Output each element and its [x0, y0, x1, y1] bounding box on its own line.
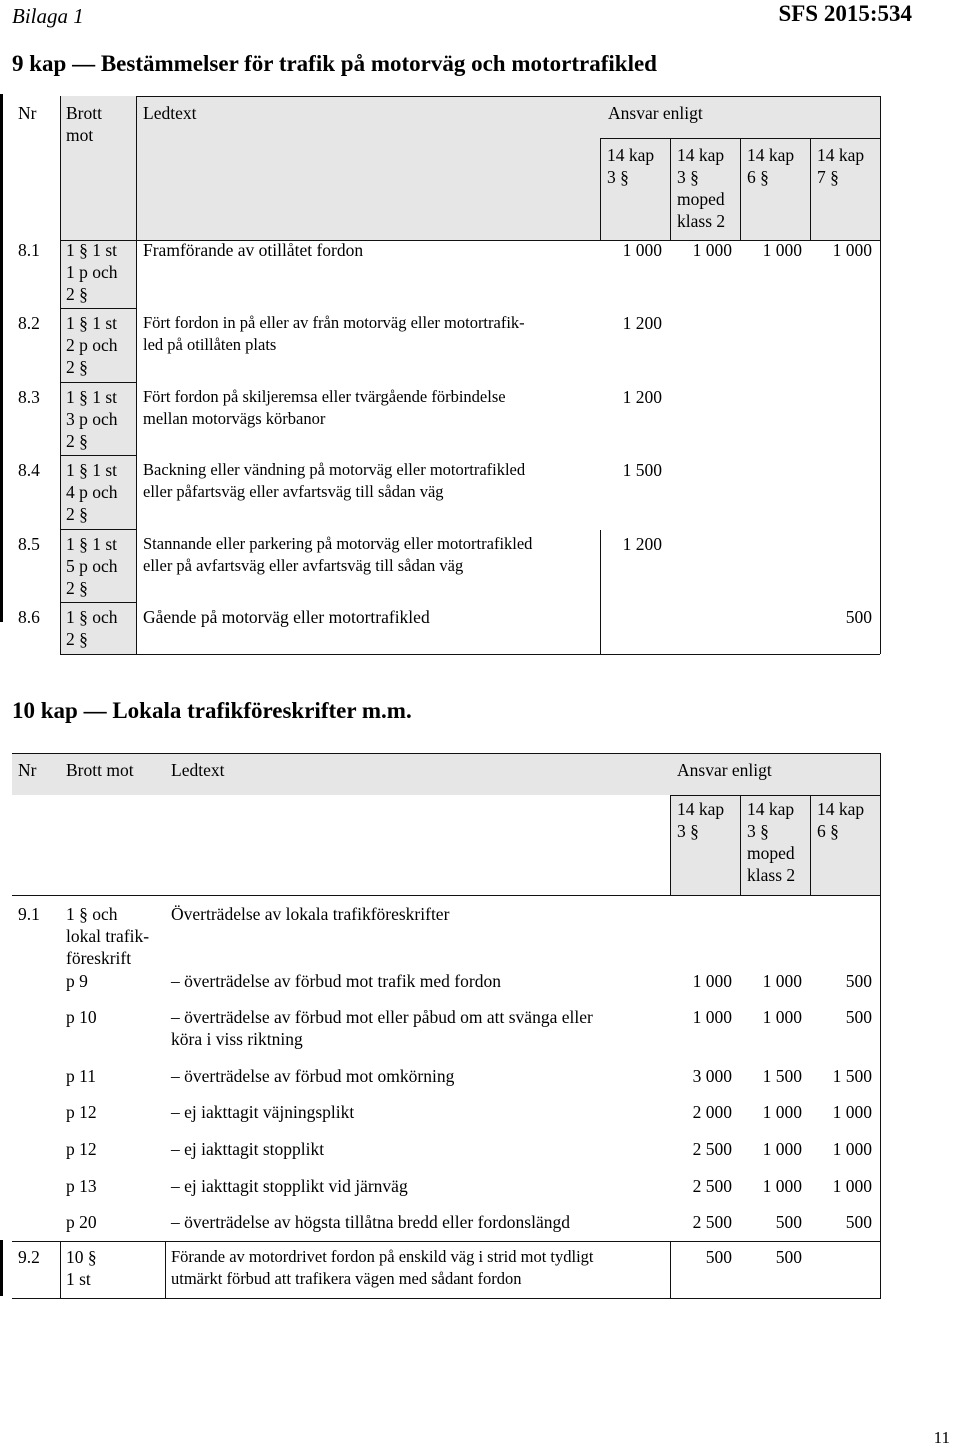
row-value: 1 500 [622, 460, 662, 480]
row-brott: 2 § [66, 357, 88, 377]
row-brott: 2 § [66, 629, 88, 649]
col-header-moped-class: klass 2 [747, 865, 796, 885]
col-header-14kap3: 14 kap [677, 799, 725, 819]
col-header-nr: Nr [18, 103, 37, 123]
col-header-14kap3: 14 kap [607, 145, 655, 165]
col-header-moped-label: moped [677, 189, 725, 209]
row-nr: 8.3 [18, 387, 40, 407]
col-header-brott-mot: Brott mot [66, 760, 134, 780]
col-header-ledtext: Ledtext [171, 760, 225, 780]
col-header-moped: 14 kap [747, 799, 795, 819]
item-value: 500 [775, 1212, 802, 1232]
item-value: 1 000 [832, 1102, 872, 1122]
item-value: 2 500 [692, 1139, 732, 1159]
row-brott: 3 p och [66, 409, 118, 429]
row-value: 500 [845, 607, 872, 627]
item-value: 1 000 [762, 971, 802, 991]
row-brott: 1 § och [66, 904, 118, 924]
row-nr: 8.1 [18, 240, 40, 260]
margin-bar-bottom [0, 1240, 3, 1296]
row-brott: 1 st [66, 1269, 91, 1289]
row-brott: 5 p och [66, 556, 118, 576]
row-value: 500 [705, 1247, 732, 1267]
col-header-mot: mot [66, 125, 94, 145]
row-ledtext: Stannande eller parkering på motorväg eller motortrafikled [143, 534, 533, 553]
row-nr: 8.5 [18, 534, 40, 554]
col-header-14kap6-para: 6 § [817, 821, 839, 841]
row-brott: föreskrift [66, 948, 132, 968]
row-value: 1 200 [622, 534, 662, 554]
row-value: 1 000 [692, 240, 732, 260]
row-value: 1 200 [622, 313, 662, 333]
item-value: 1 000 [832, 1176, 872, 1196]
item-paragraph: p 20 [66, 1212, 97, 1232]
item-value: 2 000 [692, 1102, 732, 1122]
row-value: 1 000 [762, 240, 802, 260]
col-header-ansvar: Ansvar enligt [677, 760, 772, 780]
row-brott: 2 § [66, 578, 88, 598]
item-value: 500 [845, 1212, 872, 1232]
item-paragraph: p 12 [66, 1139, 97, 1159]
row-ledtext: eller påfartsväg eller avfartsväg till sådan väg [143, 482, 444, 501]
row-brott: 2 § [66, 504, 88, 524]
item-text: – överträdelse av förbud mot omkörning [171, 1066, 455, 1086]
row-value: 1 000 [832, 240, 872, 260]
row-nr: 8.6 [18, 607, 40, 627]
item-text: – ej iakttagit väjningsplikt [171, 1102, 355, 1122]
row-brott: 1 § 1 st [66, 313, 118, 333]
row-ledtext: Fört fordon in på eller av från motorväg eller motortrafik- [143, 313, 525, 332]
item-text: – ej iakttagit stopplikt [171, 1139, 325, 1159]
row-brott: 4 p och [66, 482, 118, 502]
row-brott: 1 § 1 st [66, 534, 118, 554]
col-header-moped: 14 kap [677, 145, 725, 165]
row-brott: 1 § 1 st [66, 460, 118, 480]
col-header-ansvar: Ansvar enligt [608, 103, 703, 123]
item-text: – överträdelse av förbud mot eller påbud om att svänga eller [171, 1007, 593, 1027]
row-brott: 2 § [66, 284, 88, 304]
col-header-moped-para: 3 § [677, 167, 699, 187]
item-value: 1 500 [762, 1066, 802, 1086]
item-text: köra i viss riktning [171, 1029, 303, 1049]
item-value: 1 000 [832, 1139, 872, 1159]
row-ledtext: Backning eller vändning på motorväg eller motortrafikled [143, 460, 526, 479]
row-ledtext: Framförande av otillåtet fordon [143, 240, 364, 260]
item-paragraph: p 9 [66, 971, 88, 991]
item-paragraph: p 11 [66, 1066, 96, 1086]
row-ledtext: utmärkt förbud att trafikera vägen med sådant fordon [171, 1269, 522, 1288]
item-value: 1 000 [762, 1176, 802, 1196]
item-paragraph: p 10 [66, 1007, 97, 1027]
col-header-14kap3-para: 3 § [677, 821, 699, 841]
col-header-moped-para: 3 § [747, 821, 769, 841]
row-nr: 9.2 [18, 1247, 40, 1267]
row-ledtext: Överträdelse av lokala trafikföreskrifter [171, 904, 450, 924]
row-brott: 10 § [66, 1247, 97, 1267]
page-number: 11 [933, 1428, 950, 1447]
header-shade [136, 96, 881, 240]
col-header-brott: Brott [66, 103, 102, 123]
item-paragraph: p 12 [66, 1102, 97, 1122]
item-value: 2 500 [692, 1212, 732, 1232]
row-nr: 8.2 [18, 313, 40, 333]
item-value: 2 500 [692, 1176, 732, 1196]
row-brott: 2 p och [66, 335, 118, 355]
item-value: 3 000 [692, 1066, 732, 1086]
item-paragraph: p 13 [66, 1176, 97, 1196]
col-header-ledtext: Ledtext [143, 103, 197, 123]
margin-bar-top [0, 94, 3, 622]
row-brott: 1 p och [66, 262, 118, 282]
item-value: 500 [845, 1007, 872, 1027]
col-header-14kap6: 14 kap [747, 145, 795, 165]
row-nr: 8.4 [18, 460, 40, 480]
item-text: – överträdelse av förbud mot trafik med fordon [171, 971, 501, 991]
appendix-label: Bilaga 1 [12, 4, 84, 28]
row-ledtext: Förande av motordrivet fordon på enskild väg i strid mot tydligt [171, 1247, 594, 1266]
row-value: 1 000 [622, 240, 662, 260]
col-header-14kap6: 14 kap [817, 799, 865, 819]
col-header-14kap7-para: 7 § [817, 167, 839, 187]
row-brott: 1 § 1 st [66, 387, 118, 407]
row-ledtext: mellan motorvägs körbanor [143, 409, 326, 428]
item-value: 1 000 [762, 1102, 802, 1122]
section-9-heading: 9 kap — Bestämmelser för trafik på motorväg och motortrafikled [12, 51, 657, 76]
item-value: 1 000 [692, 971, 732, 991]
col-header-14kap6-para: 6 § [747, 167, 769, 187]
col-header-nr: Nr [18, 760, 37, 780]
item-value: 500 [845, 971, 872, 991]
item-value: 1 000 [692, 1007, 732, 1027]
col-header-moped-class: klass 2 [677, 211, 726, 231]
item-value: 1 500 [832, 1066, 872, 1086]
col-header-14kap3-para: 3 § [607, 167, 629, 187]
row-brott: 1 § 1 st [66, 240, 118, 260]
row-ledtext: Fört fordon på skiljeremsa eller tvärgående förbindelse [143, 387, 506, 406]
item-value: 1 000 [762, 1139, 802, 1159]
item-value: 1 000 [762, 1007, 802, 1027]
item-text: – ej iakttagit stopplikt vid järnväg [171, 1176, 408, 1196]
row-nr: 9.1 [18, 904, 40, 924]
col-header-14kap7: 14 kap [817, 145, 865, 165]
row-value: 1 200 [622, 387, 662, 407]
row-brott: lokal trafik- [66, 926, 150, 946]
row-brott: 2 § [66, 431, 88, 451]
section-10-heading: 10 kap — Lokala trafikföreskrifter m.m. [12, 698, 412, 723]
row-ledtext: eller på avfartsväg eller avfartsväg till sådan väg [143, 556, 464, 575]
row-ledtext: Gående på motorväg eller motortrafikled [143, 607, 430, 627]
item-text: – överträdelse av högsta tillåtna bredd eller fordonslängd [171, 1212, 570, 1232]
row-brott: 1 § och [66, 607, 118, 627]
col-header-moped-label: moped [747, 843, 795, 863]
sfs-number: SFS 2015:534 [778, 1, 912, 26]
row-value: 500 [775, 1247, 802, 1267]
row-ledtext: led på otillåten plats [143, 335, 277, 354]
